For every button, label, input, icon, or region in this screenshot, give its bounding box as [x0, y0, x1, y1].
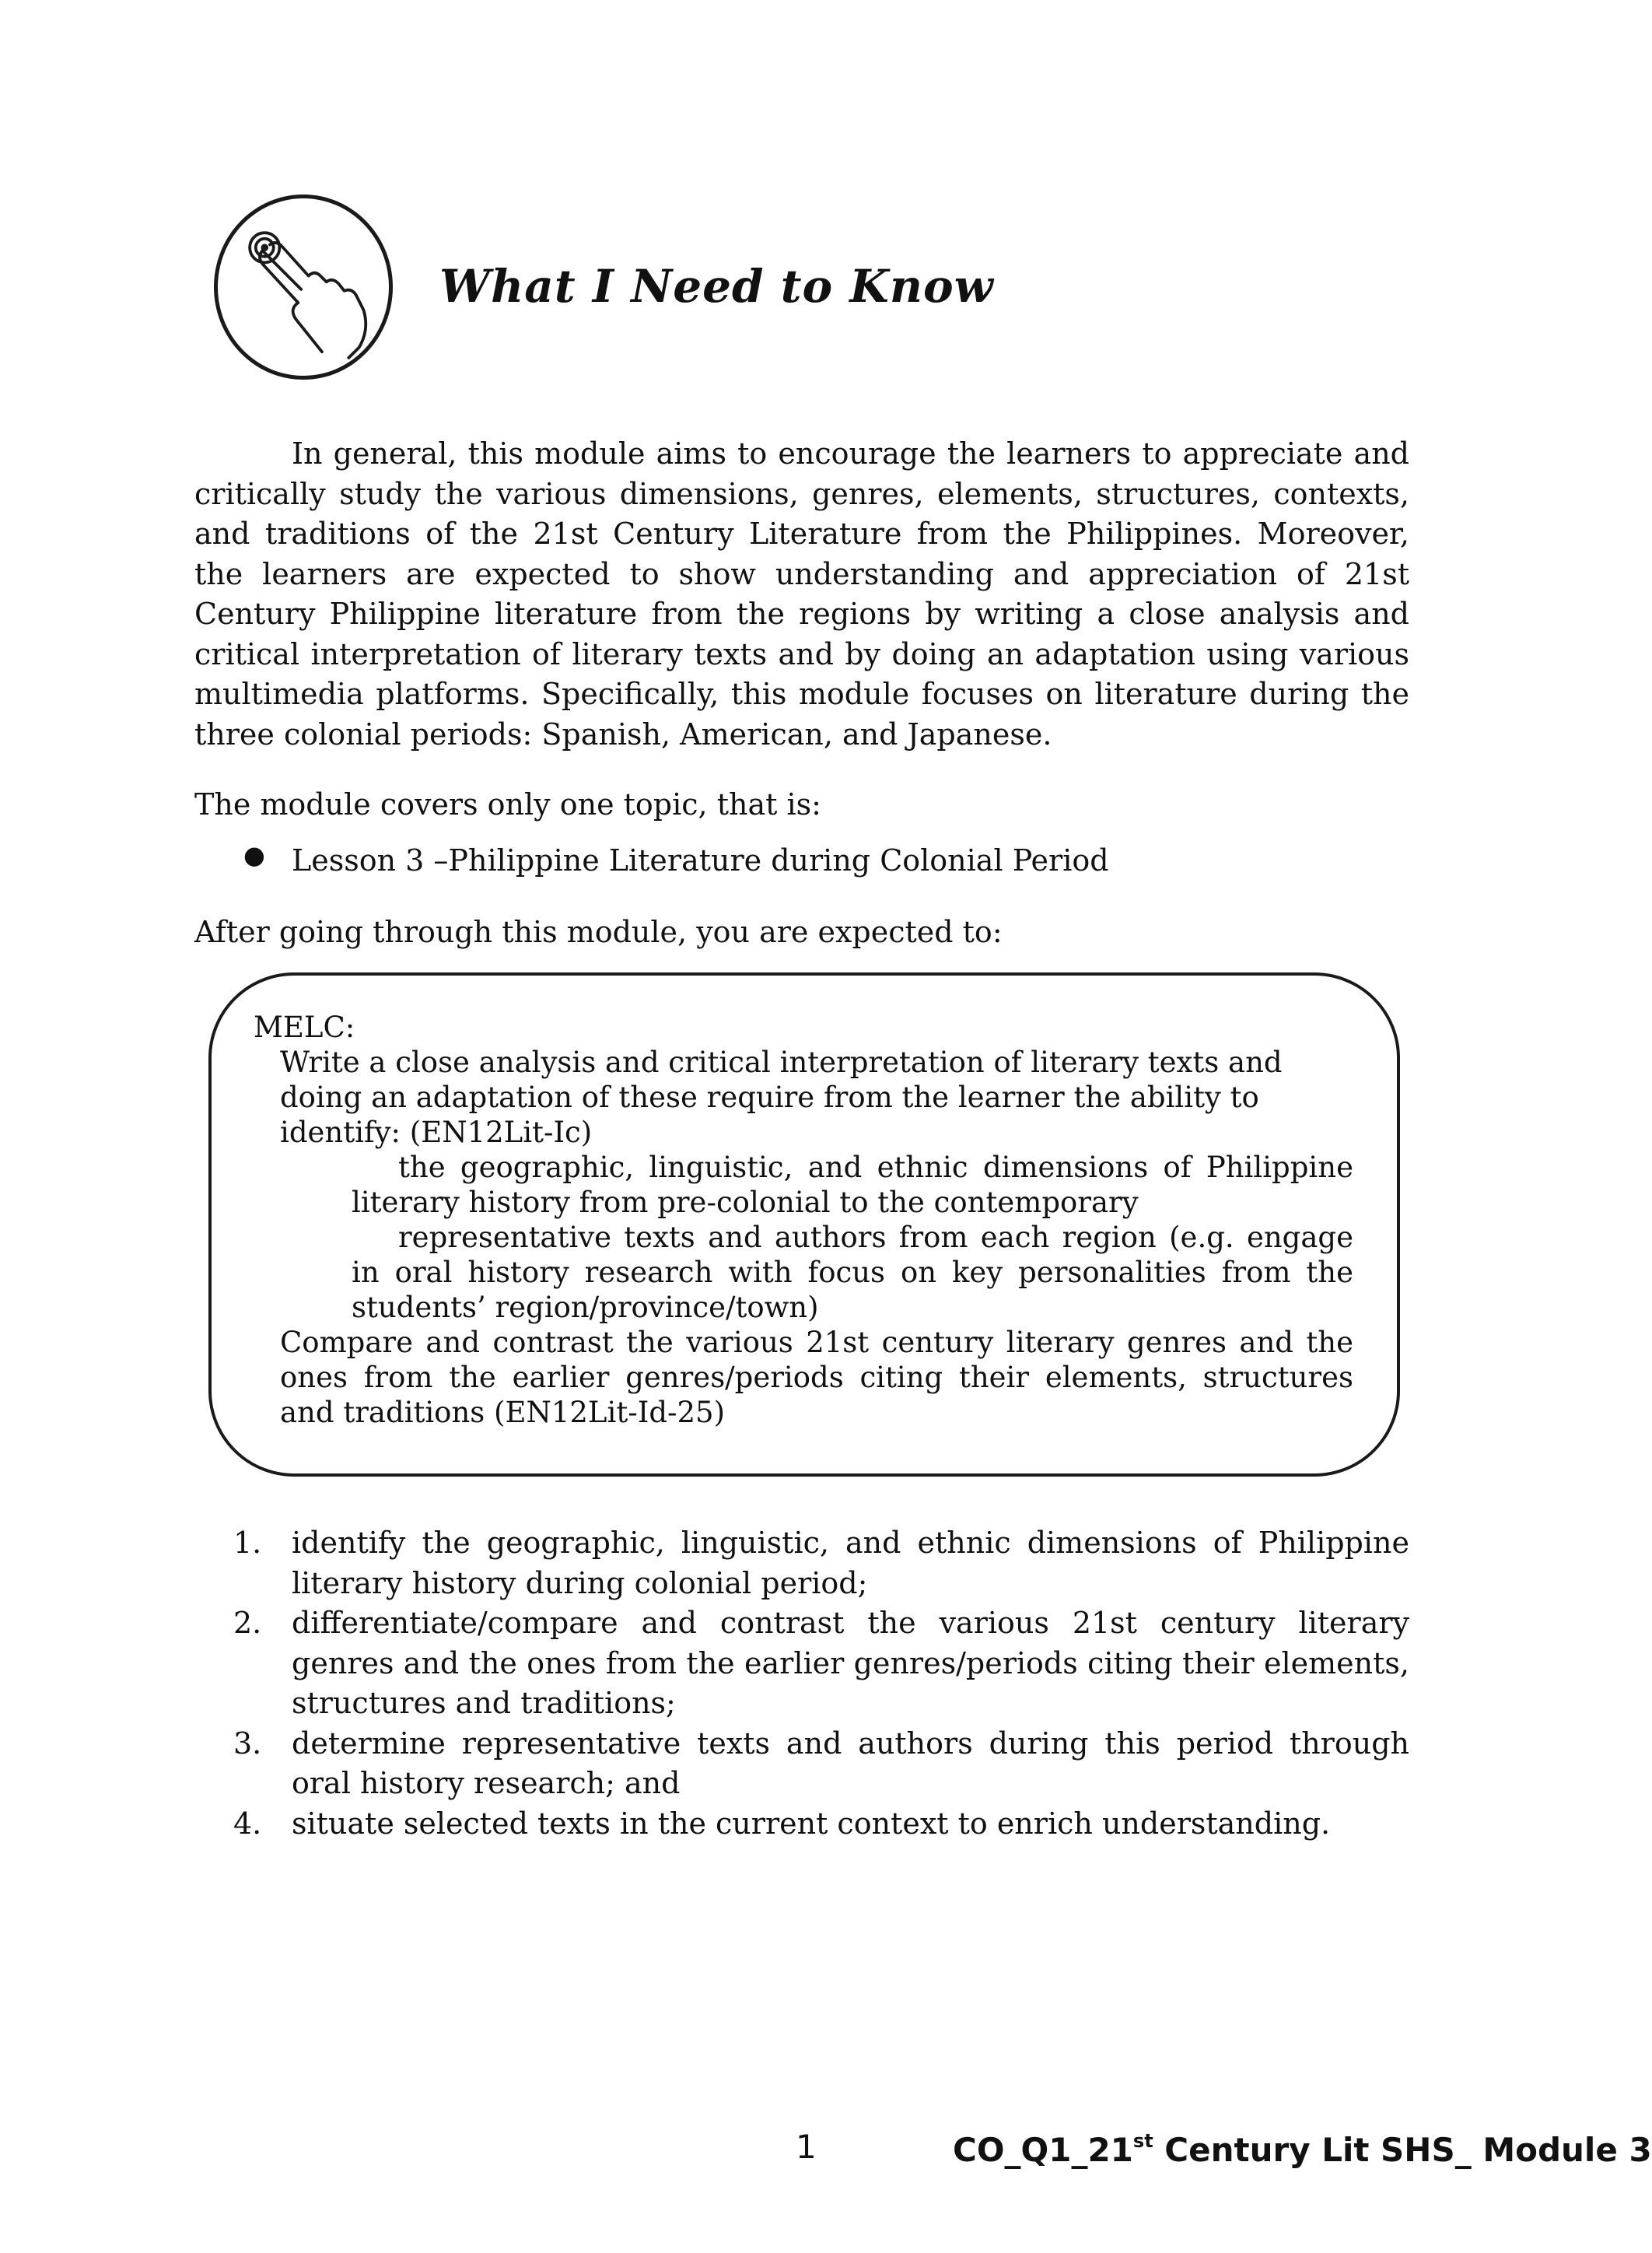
list-item-number: 4.	[233, 1806, 262, 1841]
list-item	[233, 1804, 1409, 1845]
melc-competency-1: Write a close analysis and critical interpretation of literary texts and doing an adaptation of these require from the learner the ability to identify: (EN12Lit-Ic)	[280, 1046, 1283, 1149]
objectives-list	[233, 1523, 1409, 1844]
list-item-number: 2.	[233, 1606, 262, 1640]
topic-item: Lesson 3 –Philippine Literature during Colonial Period	[292, 843, 1109, 878]
list-item-number: 1.	[233, 1526, 262, 1560]
list-item	[233, 1523, 1409, 1603]
module-code-prefix: CO_Q1_21	[953, 2131, 1133, 2169]
list-item	[233, 1724, 1409, 1804]
melc-heading: MELC:	[254, 1011, 355, 1044]
list-item	[233, 1603, 1409, 1724]
topic-intro: The module covers only one topic, that is:	[194, 787, 821, 822]
melc-sub-item-1: the geographic, linguistic, and ethnic dimensions of Philippine literary history from pre-colonial to the contemporary	[352, 1151, 1353, 1219]
list-item-text: situate selected texts in the current context to enrich understanding.	[292, 1806, 1331, 1841]
list-item-text: determine representative texts and authors during this period through oral history research; and	[292, 1726, 1409, 1800]
list-item-text: identify the geographic, linguistic, and ethnic dimensions of Philippine literary history during colonial period;	[292, 1526, 1409, 1600]
expectation-intro: After going through this module, you are expected to:	[194, 915, 1003, 949]
page-number: 1	[796, 2128, 817, 2166]
module-code-superscript: st	[1132, 2130, 1153, 2152]
page-title: What I Need to Know	[439, 260, 994, 313]
module-code	[953, 2130, 1652, 2169]
module-code-suffix: Century Lit SHS_ Module 3	[1153, 2131, 1652, 2169]
list-item-text: differentiate/compare and contrast the various 21st century literary genres and the ones from the earlier genres/periods citing their elements, structures and traditions;	[292, 1606, 1409, 1720]
melc-competency-2: Compare and contrast the various 21st century literary genres and the ones from the earlier genres/periods citing their elements, structures and traditions (EN12Lit-Id-25)	[280, 1326, 1353, 1429]
pointing-hand-icon	[214, 194, 393, 380]
list-item-number: 3.	[233, 1726, 262, 1761]
bullet-icon: ●	[243, 840, 265, 870]
melc-sub-item-2: representative texts and authors from each region (e.g. engage in oral history research with focus on key personalities from the students’ region/province/town)	[352, 1221, 1353, 1324]
pointing-hand-drawing	[218, 198, 389, 376]
intro-paragraph: In general, this module aims to encourage the learners to appreciate and critically study the various dimensions, genres, elements, structures, contexts, and traditions of the 21st Century Literature from the Philippines. Moreover, the learners are expected to show understanding and appreciation of 21st Century Philippine literature from the regions by writing a close analysis and critical interpretation of literary texts and by doing an adaptation using various multimedia platforms. Specifically, this module focuses on literature during the three colonial periods: Spanish, American, and Japanese.	[194, 436, 1409, 752]
